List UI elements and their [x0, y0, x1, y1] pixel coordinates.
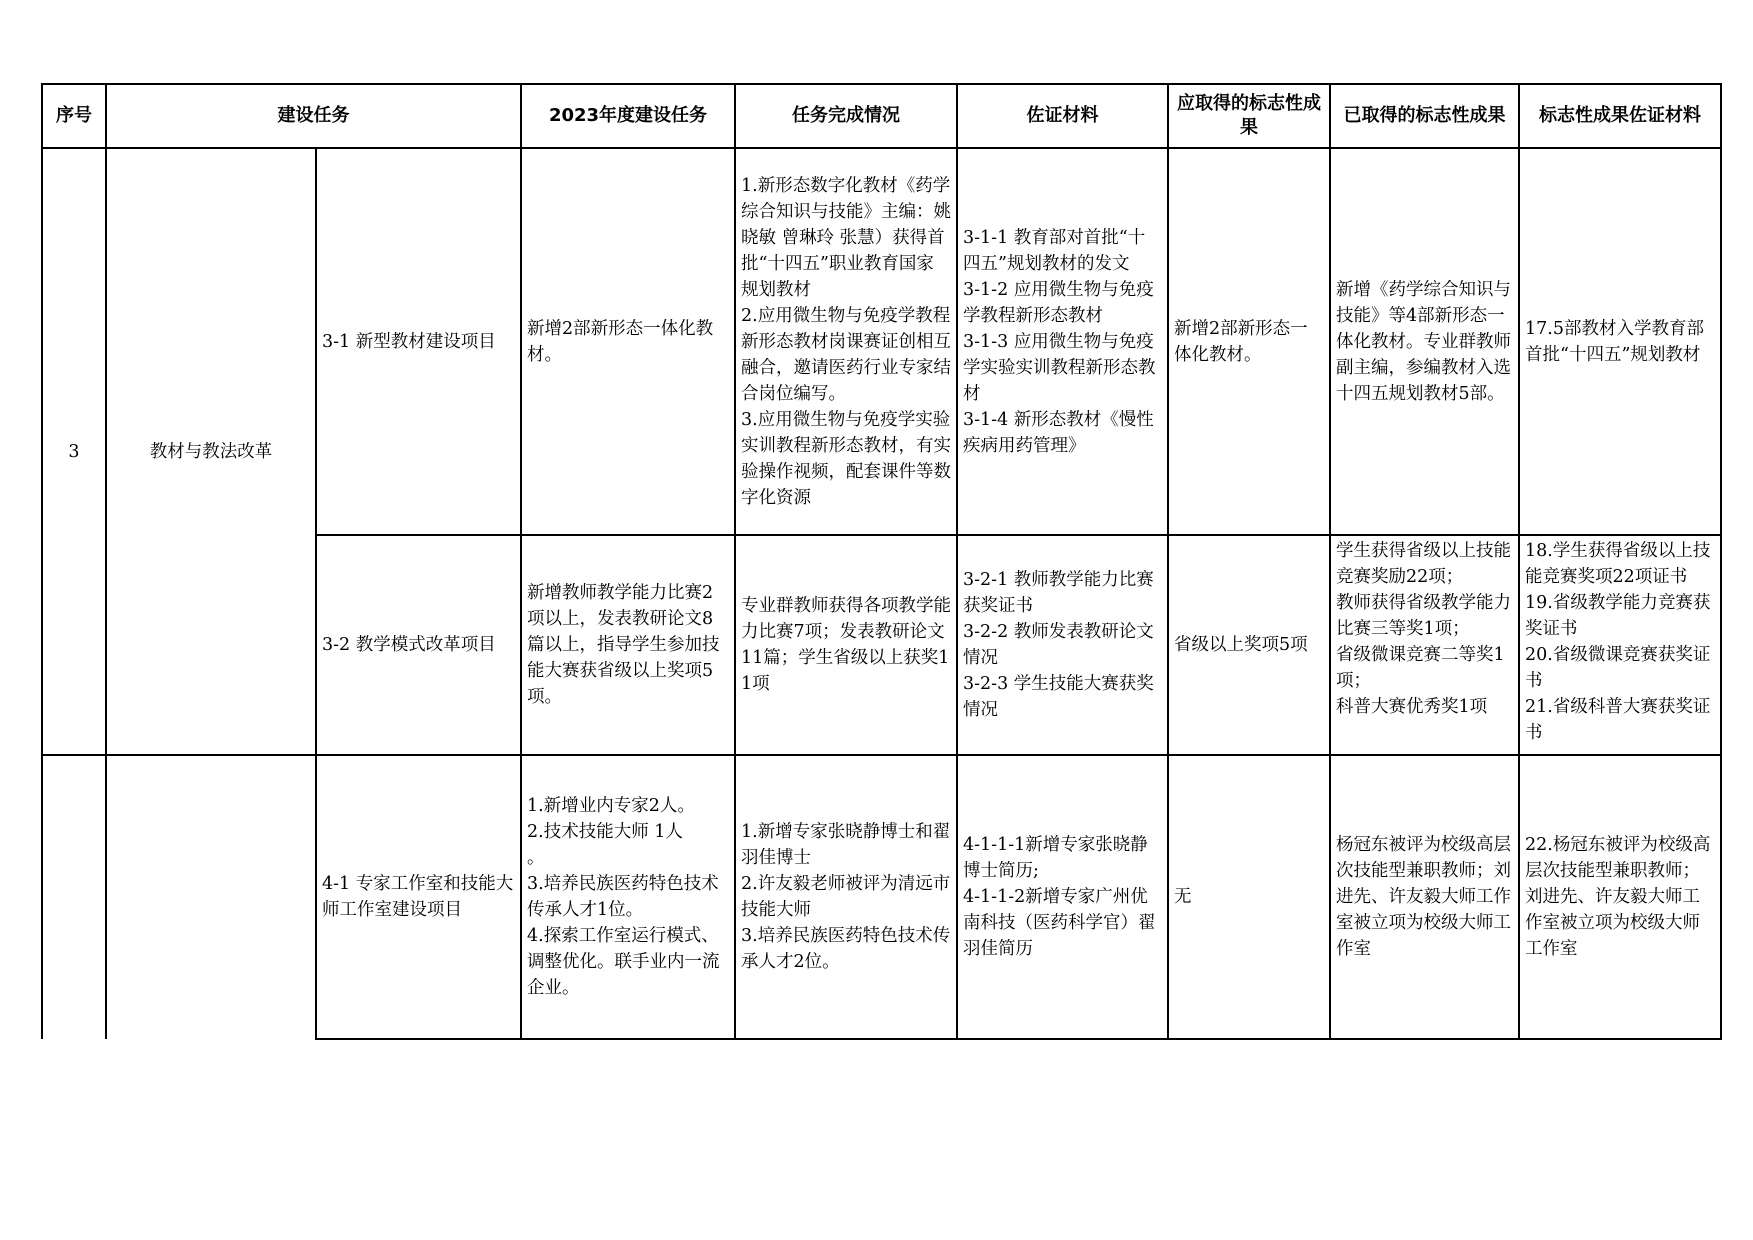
table-row [42, 148, 1721, 535]
completion-cell: 专业群教师获得各项教学能力比赛7项；发表教研论文11篇；学生省级以上获奖11项 [735, 535, 957, 755]
completion-cell: 1.新增专家张晓静博士和翟羽佳博士 2.许友毅老师被评为清远市技能大师 3.培养民族医药特色技术传承人才2位。 [735, 755, 957, 1039]
header-achieved: 已取得的标志性成果 [1330, 84, 1519, 148]
completion-cell: 1.新形态数字化教材《药学综合知识与技能》主编：姚晓敏 曾琳玲 张慧）获得首批“十四五”职业教育国家规划教材 2.应用微生物与免疫学教程新形态教材岗课赛证创相互融合，邀请医药行业专家结合岗位编写。 3.应用微生物与免疫学实验实训教程新形态教材，有实验操作视频，配套课件等数字化资源 [735, 148, 957, 535]
expected-cell: 省级以上奖项5项 [1168, 535, 1330, 755]
expected-cell: 新增2部新形态一体化教材。 [1168, 148, 1330, 535]
category-cell: 教材与教法改革 [106, 148, 316, 755]
evidence-cell: 3-2-1 教师教学能力比赛获奖证书 3-2-2 教师发表教研论文情况 3-2-3 学生技能大赛获奖情况 [957, 535, 1168, 755]
achieved-cell: 杨冠东被评为校级高层次技能型兼职教师；刘进先、许友毅大师工作室被立项为校级大师工作室 [1330, 755, 1519, 1039]
category-cell [106, 755, 316, 1039]
annual-task-cell: 新增2部新形态一体化教材。 [521, 148, 735, 535]
result-evidence-cell: 22.杨冠东被评为校级高层次技能型兼职教师；刘进先、许友毅大师工作室被立项为校级大师工作室 [1519, 755, 1721, 1039]
subtask-cell: 3-1 新型教材建设项目 [316, 148, 521, 535]
subtask-cell: 4-1 专家工作室和技能大师工作室建设项目 [316, 755, 521, 1039]
subtask-cell: 3-2 教学模式改革项目 [316, 535, 521, 755]
expected-cell: 无 [1168, 755, 1330, 1039]
header-task: 建设任务 [106, 84, 521, 148]
header-index: 序号 [42, 84, 106, 148]
result-evidence-cell: 18.学生获得省级以上技能竞赛奖项22项证书 19.省级教学能力竞赛获奖证书 20.省级微课竞赛获奖证书 21.省级科普大赛获奖证书 [1519, 535, 1721, 755]
table-row [42, 755, 1721, 1039]
header-completion: 任务完成情况 [735, 84, 957, 148]
result-evidence-cell: 17.5部教材入学教育部首批“十四五”规划教材 [1519, 148, 1721, 535]
header-expected: 应取得的标志性成果 [1168, 84, 1330, 148]
achieved-cell: 学生获得省级以上技能竞赛奖励22项； 教师获得省级教学能力比赛三等奖1项； 省级微课竞赛二等奖1项； 科普大赛优秀奖1项 [1330, 535, 1519, 755]
header-evidence: 佐证材料 [957, 84, 1168, 148]
annual-task-cell: 新增教师教学能力比赛2项以上，发表教研论文8篇以上，指导学生参加技能大赛获省级以上奖项5项。 [521, 535, 735, 755]
header-annual-task: 2023年度建设任务 [521, 84, 735, 148]
construction-task-table [41, 83, 1722, 1040]
evidence-cell: 3-1-1 教育部对首批“十四五”规划教材的发文 3-1-2 应用微生物与免疫学教程新形态教材 3-1-3 应用微生物与免疫学实验实训教程新形态教材 3-1-4 新形态教材《慢性疾病用药管理》 [957, 148, 1168, 535]
annual-task-cell: 1.新增业内专家2人。 2.技术技能大师 1人 。 3.培养民族医药特色技术传承人才1位。 4.探索工作室运行模式、调整优化。联手业内一流企业。 [521, 755, 735, 1039]
header-row [42, 84, 1721, 148]
evidence-cell: 4-1-1-1新增专家张晓静博士简历; 4-1-1-2新增专家广州优南科技（医药科学官）翟羽佳简历 [957, 755, 1168, 1039]
row-index [42, 755, 106, 1039]
row-index: 3 [42, 148, 106, 755]
achieved-cell: 新增《药学综合知识与技能》等4部新形态一体化教材。专业群教师副主编，参编教材入选十四五规划教材5部。 [1330, 148, 1519, 535]
header-result-evidence: 标志性成果佐证材料 [1519, 84, 1721, 148]
